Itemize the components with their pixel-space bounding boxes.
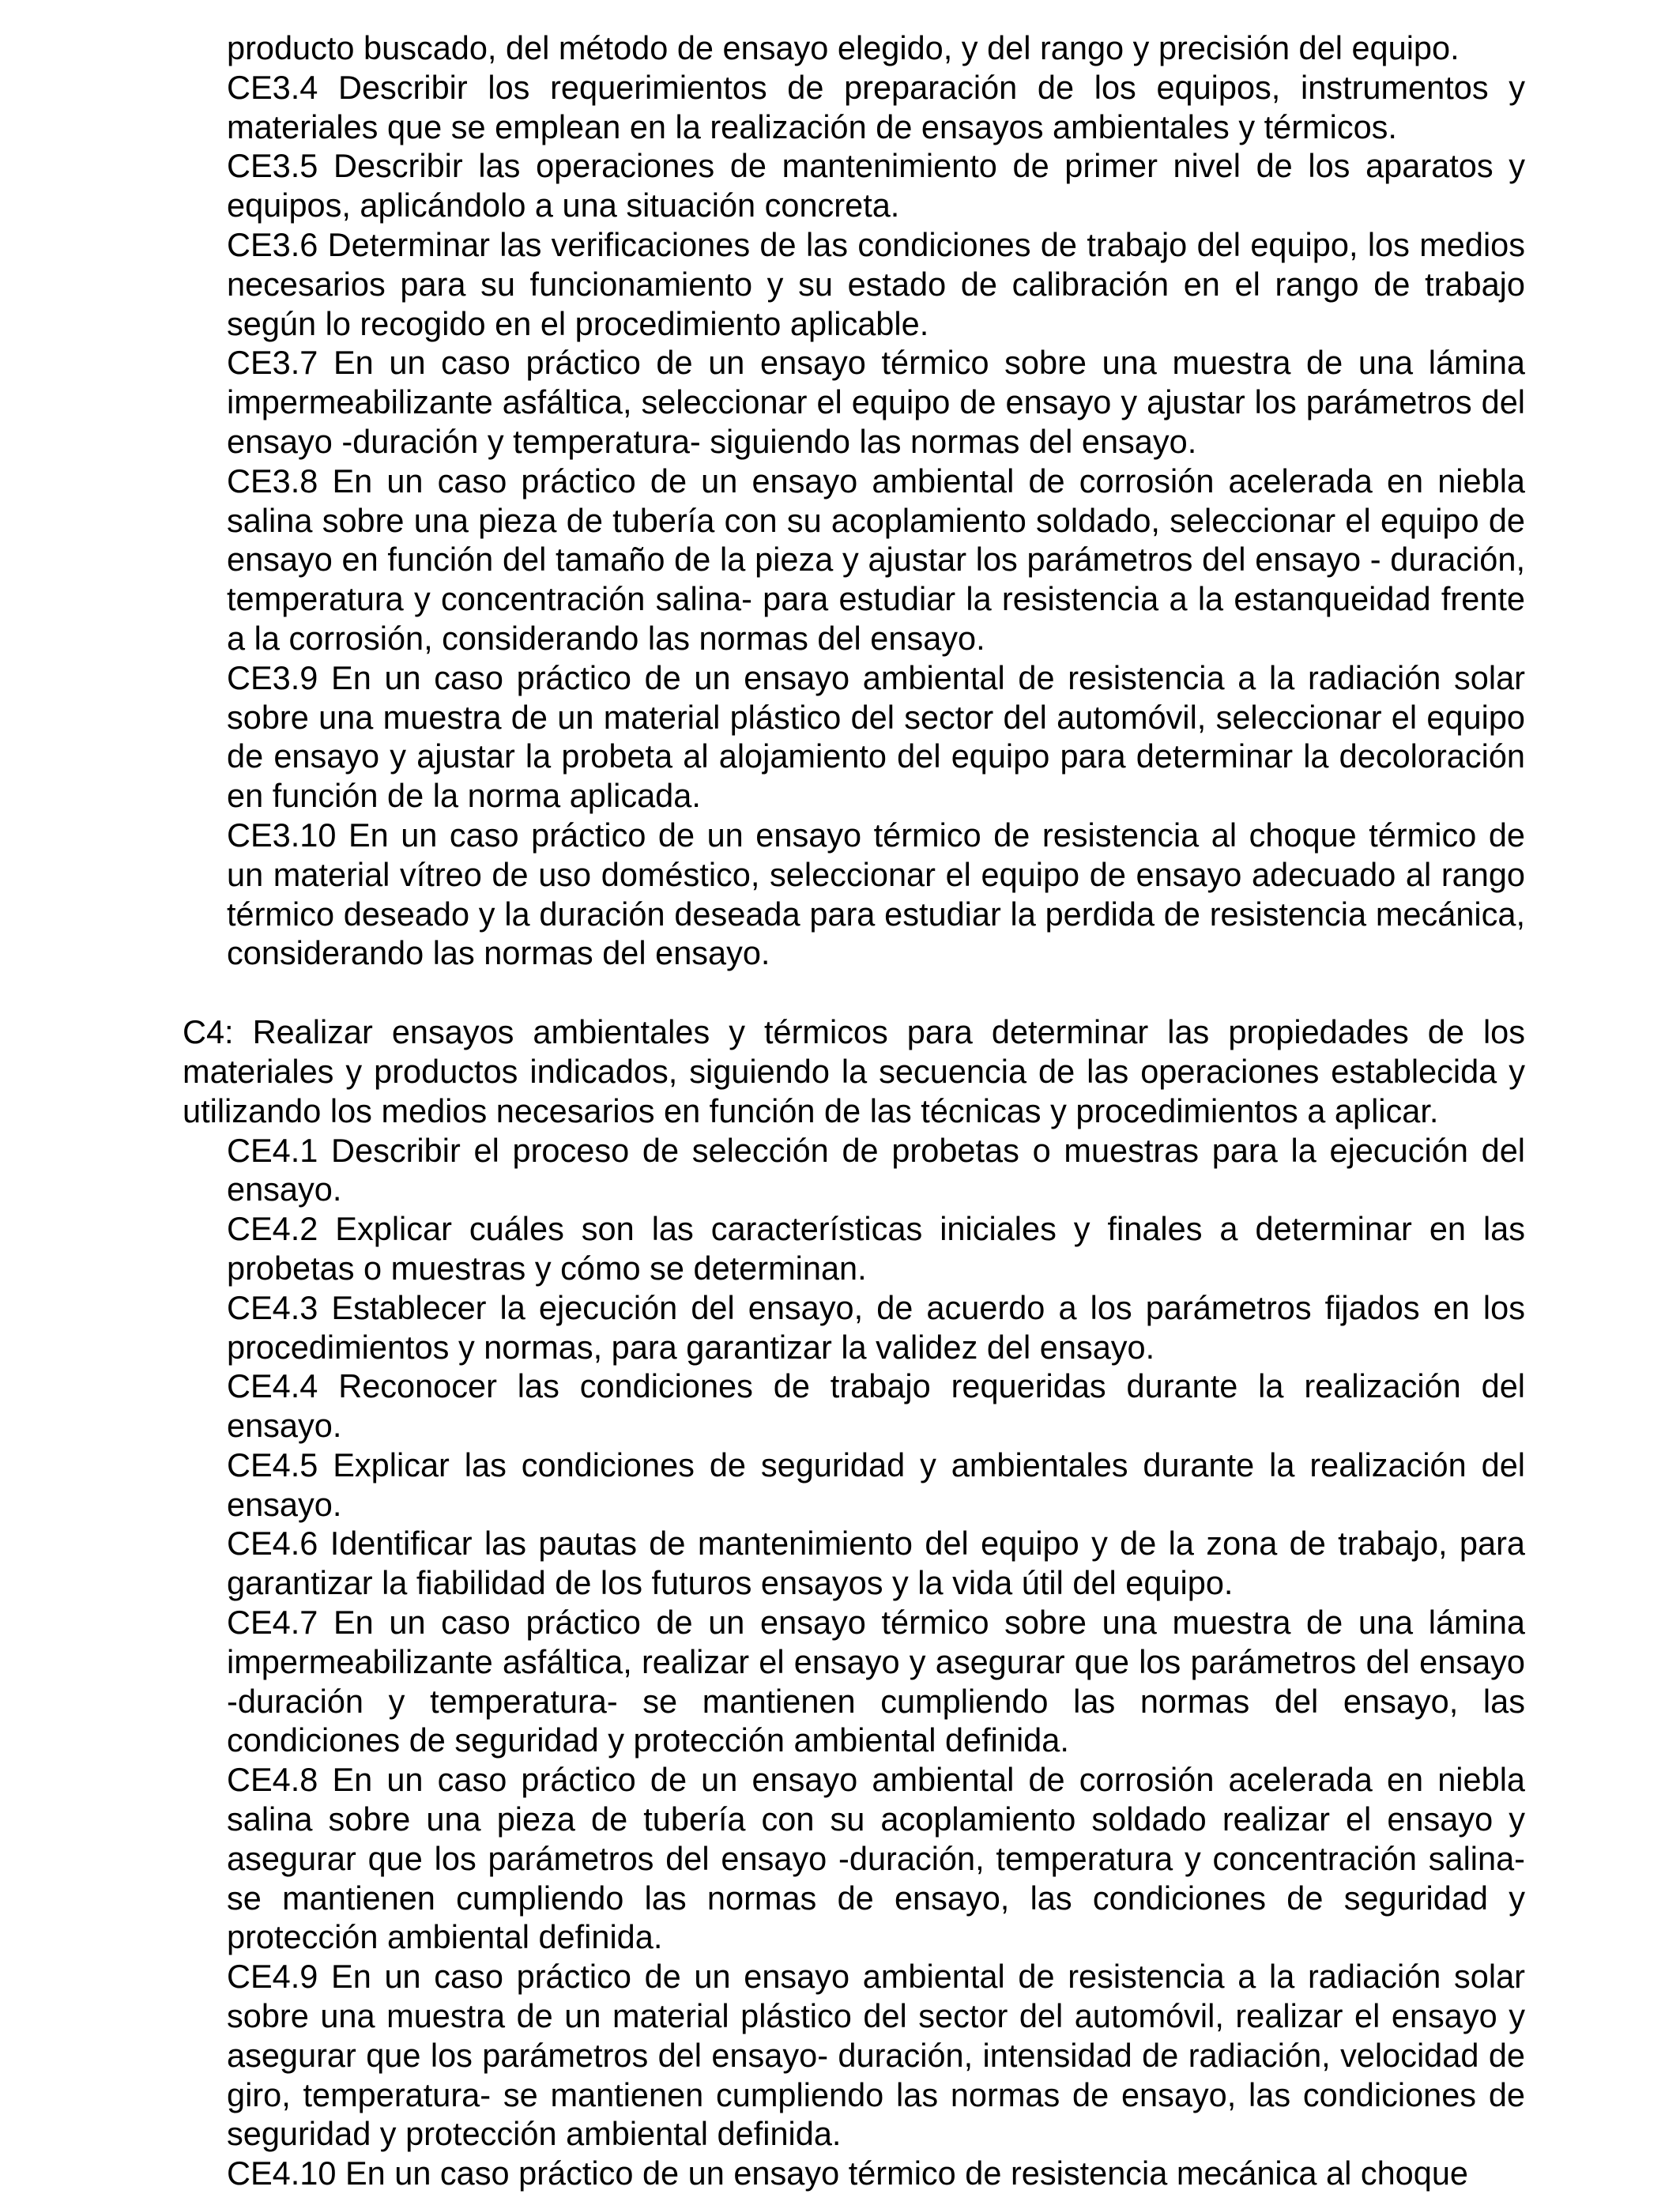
criterion-ce3-4: CE3.4 Describir los requerimientos de preparación de los equipos, instrumentos y materiales que se emplean en la realización de ensayos ambientales y térmicos. [227, 68, 1525, 145]
criterion-ce4-7: CE4.7 En un caso práctico de un ensayo térmico sobre una muestra de una lámina impermeabilizante asfáltica, realizar el ensayo y asegurar que los parámetros del ensayo -duración y temperatura- se mantienen cumpliendo las normas del ensayo, las condiciones de seguridad y protección ambiental definida. [227, 1604, 1525, 1759]
continuation-paragraph: producto buscado, del método de ensayo elegido, y del rango y precisión del equipo. [227, 29, 1460, 66]
ce3-criteria-list [183, 68, 1525, 973]
document-body [183, 28, 1525, 2193]
criterion-ce3-8: CE3.8 En un caso práctico de un ensayo ambiental de corrosión acelerada en niebla salina sobre una pieza de tubería con su acoplamiento soldado, seleccionar el equipo de ensayo en función del tamaño de la pieza y ajustar los parámetros del ensayo - duración, temperatura y concentración salina- para estudiar la resistencia a la estanqueidad frente a la corrosión, considerando las normas del ensayo. [227, 462, 1525, 657]
criterion-ce3-5: CE3.5 Describir las operaciones de mantenimiento de primer nivel de los aparatos y equipos, aplicándolo a una situación concreta. [227, 147, 1525, 224]
criterion-ce4-10: CE4.10 En un caso práctico de un ensayo térmico de resistencia mecánica al choque [227, 2154, 1468, 2192]
capacity-c4-heading: C4: Realizar ensayos ambientales y térmicos para determinar las propiedades de los materiales y productos indicados, siguiendo la secuencia de las operaciones establecida y utilizando los medios necesarios en función de las técnicas y procedimientos a aplicar. [183, 1013, 1525, 1129]
criterion-ce4-1: CE4.1 Describir el proceso de selección de probetas o muestras para la ejecución del ensayo. [227, 1131, 1525, 1208]
criterion-ce4-6: CE4.6 Identificar las pautas de mantenimiento del equipo y de la zona de trabajo, para garantizar la fiabilidad de los futuros ensayos y la vida útil del equipo. [227, 1525, 1525, 1602]
criterion-ce4-4: CE4.4 Reconocer las condiciones de trabajo requeridas durante la realización del ensayo. [227, 1367, 1525, 1445]
ce4-criteria-list [183, 1131, 1525, 2194]
criterion-ce4-3: CE4.3 Establecer la ejecución del ensayo, de acuerdo a los parámetros fijados en los procedimientos y normas, para garantizar la validez del ensayo. [227, 1288, 1525, 1366]
criterion-ce4-9: CE4.9 En un caso práctico de un ensayo ambiental de resistencia a la radiación solar sobre una muestra de un material plástico del sector del automóvil, realizar el ensayo y asegurar que los parámetros del ensayo- duración, intensidad de radiación, velocidad de giro, temperatura- se mantienen cumpliendo las normas de ensayo, las condiciones de seguridad y protección ambiental definida. [227, 1958, 1525, 2153]
criterion-ce3-7: CE3.7 En un caso práctico de un ensayo térmico sobre una muestra de una lámina impermeabilizante asfáltica, seleccionar el equipo de ensayo y ajustar los parámetros del ensayo -duración y temperatura- siguiendo las normas del ensayo. [227, 344, 1525, 460]
criterion-ce3-6: CE3.6 Determinar las verificaciones de las condiciones de trabajo del equipo, los medios necesarios para su funcionamiento y su estado de calibración en el rango de trabajo según lo recogido en el procedimiento aplicable. [227, 225, 1525, 342]
criterion-ce3-10: CE3.10 En un caso práctico de un ensayo térmico de resistencia al choque térmico de un material vítreo de uso doméstico, seleccionar el equipo de ensayo adecuado al rango térmico deseado y la duración deseada para estudiar la perdida de resistencia mecánica, considerando las normas del ensayo. [227, 816, 1525, 972]
criterion-ce3-9: CE3.9 En un caso práctico de un ensayo ambiental de resistencia a la radiación solar sobre una muestra de un material plástico del sector del automóvil, seleccionar el equipo de ensayo y ajustar la probeta al alojamiento del equipo para determinar la decoloración en función de la norma aplicada. [227, 658, 1525, 815]
criterion-ce4-5: CE4.5 Explicar las condiciones de seguridad y ambientales durante la realización del ensayo. [227, 1446, 1525, 1523]
criterion-ce4-2: CE4.2 Explicar cuáles son las características iniciales y finales a determinar en las probetas o muestras y cómo se determinan. [227, 1210, 1525, 1287]
criterion-ce4-8: CE4.8 En un caso práctico de un ensayo ambiental de corrosión acelerada en niebla salina sobre una pieza de tubería con su acoplamiento soldado realizar el ensayo y asegurar que los parámetros del ensayo -duración, temperatura y concentración salina- se mantienen cumpliendo las normas de ensayo, las condiciones de seguridad y protección ambiental definida. [227, 1761, 1525, 1956]
